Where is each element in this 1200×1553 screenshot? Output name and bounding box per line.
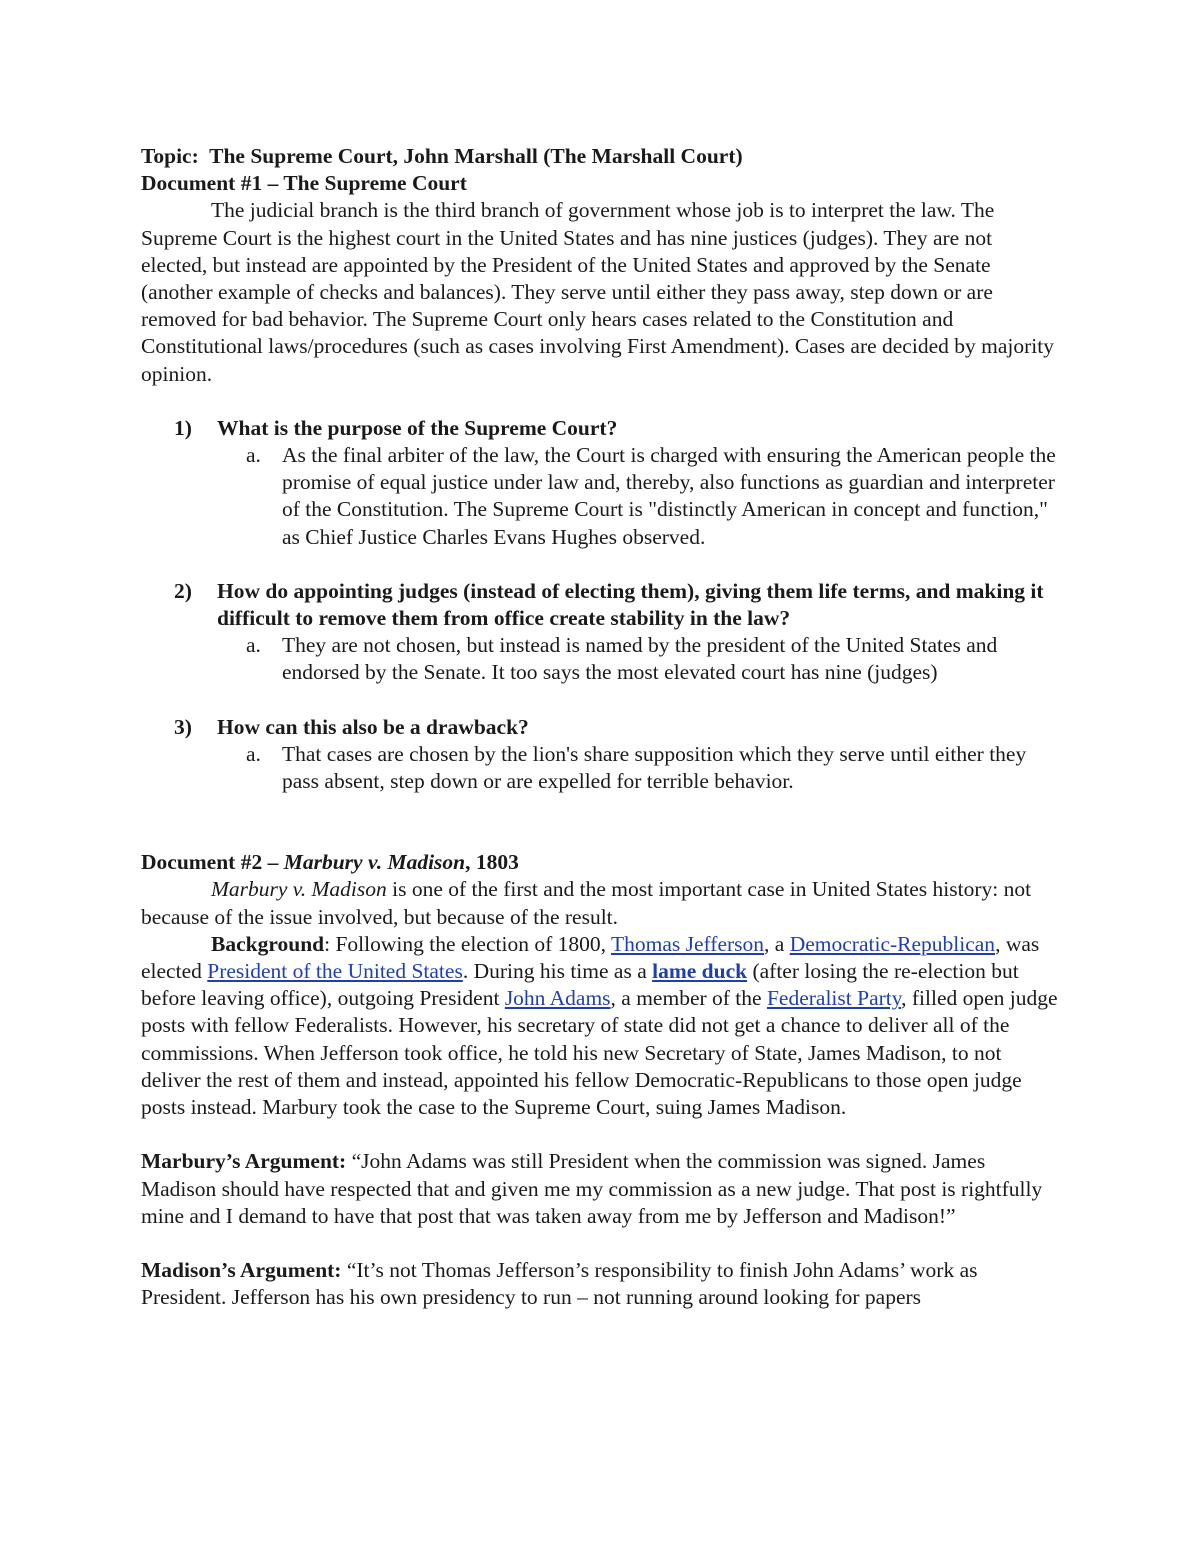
doc2-intro bbox=[141, 876, 1061, 930]
question-text: How can this also be a drawback? bbox=[217, 714, 529, 739]
answer-text: They are not chosen, but instead is named by the president of the United States and endorsed by the Senate. It too says the most elevated court has nine (judges) bbox=[282, 633, 998, 685]
topic-title: The Supreme Court, John Marshall (The Marshall Court) bbox=[209, 144, 743, 168]
document-body bbox=[141, 143, 1061, 1311]
background-text: . During his time as a bbox=[462, 959, 653, 984]
doc1-heading: Document #1 – The Supreme Court bbox=[141, 171, 467, 196]
answer-2 bbox=[246, 632, 1061, 686]
doc2-background bbox=[141, 931, 1061, 1121]
lame-duck-link[interactable]: lame duck bbox=[652, 959, 748, 984]
john-adams-link[interactable]: John Adams bbox=[504, 986, 611, 1011]
doc2-intro-text: is one of the first and the most important case in United States history: not because of the issue involved, but because of the result. bbox=[141, 877, 1032, 929]
madison-argument-label: Madison’s Argument: bbox=[141, 1257, 342, 1282]
background-text: (after losing the re-election but before leaving office), outgoing President bbox=[141, 959, 1019, 1011]
question-text: What is the purpose of the Supreme Court? bbox=[217, 415, 618, 440]
democratic-republican-link[interactable]: Democratic-Republican bbox=[789, 931, 996, 956]
topic-line bbox=[141, 143, 1061, 170]
answer-letter: a. bbox=[246, 633, 261, 658]
answer-text: That cases are chosen by the lion's share supposition which they serve until either they pass absent, step down or are expelled for terrible behavior. bbox=[282, 741, 1027, 794]
question-number: 3) bbox=[174, 714, 192, 739]
answer-1 bbox=[246, 442, 1061, 551]
president-link[interactable]: President of the United States bbox=[207, 959, 463, 984]
answer-text: As the final arbiter of the law, the Court is charged with ensuring the American people the promise of equal justice under law and, thereby, also functions as guardian and interpreter of the Constitution. The Supreme Court is "distinctly American in concept and function," as Chief Justice Charles Evans Hughes observed. bbox=[282, 443, 1056, 549]
answer-letter: a. bbox=[246, 443, 261, 468]
question-3 bbox=[174, 714, 1061, 741]
topic-label: Topic: bbox=[141, 144, 199, 168]
question-text: How do appointing judges (instead of electing them), giving them life terms, and making it difficult to remove them from office create stability in the law? bbox=[217, 578, 1044, 631]
question-1 bbox=[174, 415, 1061, 442]
question-number: 2) bbox=[174, 578, 192, 603]
answer-3 bbox=[246, 741, 1061, 795]
doc2-intro-case: Marbury v. Madison bbox=[211, 877, 387, 902]
madison-argument bbox=[141, 1257, 1061, 1311]
background-text: , was elected bbox=[141, 931, 1040, 984]
federalist-party-link[interactable]: Federalist Party bbox=[766, 986, 902, 1011]
madison-argument-text: “It’s not Thomas Jefferson’s responsibility to finish John Adams’ work as President. Jefferson has his own presidency to run – not running around looking for papers bbox=[141, 1257, 978, 1310]
marbury-argument-label: Marbury’s Argument: bbox=[141, 1149, 347, 1174]
question-number: 1) bbox=[174, 415, 192, 440]
background-text: , a member of the bbox=[610, 986, 767, 1011]
thomas-jefferson-link[interactable]: Thomas Jefferson bbox=[610, 931, 765, 956]
doc2-heading-prefix: Document #2 – bbox=[141, 850, 284, 875]
background-text: : Following the election of 1800, bbox=[324, 931, 611, 956]
background-text: , filled open judge posts with fellow Federalists. However, his secretary of state did not get a chance to deliver all of the commissions. When Jefferson took office, he told his new Secretary of State, James Madison, to not deliver the rest of them and instead, appointed his fellow Democratic-Republicans to those open judge posts instead. Marbury took the case to the Supreme Court, suing James Madison. bbox=[141, 986, 1058, 1120]
background-label: Background bbox=[211, 931, 325, 956]
background-text: , a bbox=[764, 931, 790, 956]
doc2-heading-case: Marbury v. Madison bbox=[283, 850, 466, 875]
answer-letter: a. bbox=[246, 741, 261, 766]
doc2-heading bbox=[141, 849, 1061, 876]
doc2-heading-suffix: , 1803 bbox=[465, 850, 519, 875]
marbury-argument-text: “John Adams was still President when the commission was signed. James Madison should have respected that and given me my commission as a new judge. That post is rightfully mine and I demand to have that post that was taken away from me by Jefferson and Madison!” bbox=[141, 1149, 1043, 1228]
question-2 bbox=[174, 578, 1061, 632]
marbury-argument bbox=[141, 1148, 1061, 1230]
doc1-paragraph: The judicial branch is the third branch of government whose job is to interpret the law. The Supreme Court is the highest court in the United States and has nine justices (judges). They are not elected, but instead are appointed by the President of the United States and approved by the Senate (another example of checks and balances). They serve until either they pass away, step down or are removed for bad behavior. The Supreme Court only hears cases related to the Constitution and Constitutional laws/procedures (such as cases involving First Amendment). Cases are decided by majority opinion. bbox=[141, 198, 1054, 386]
